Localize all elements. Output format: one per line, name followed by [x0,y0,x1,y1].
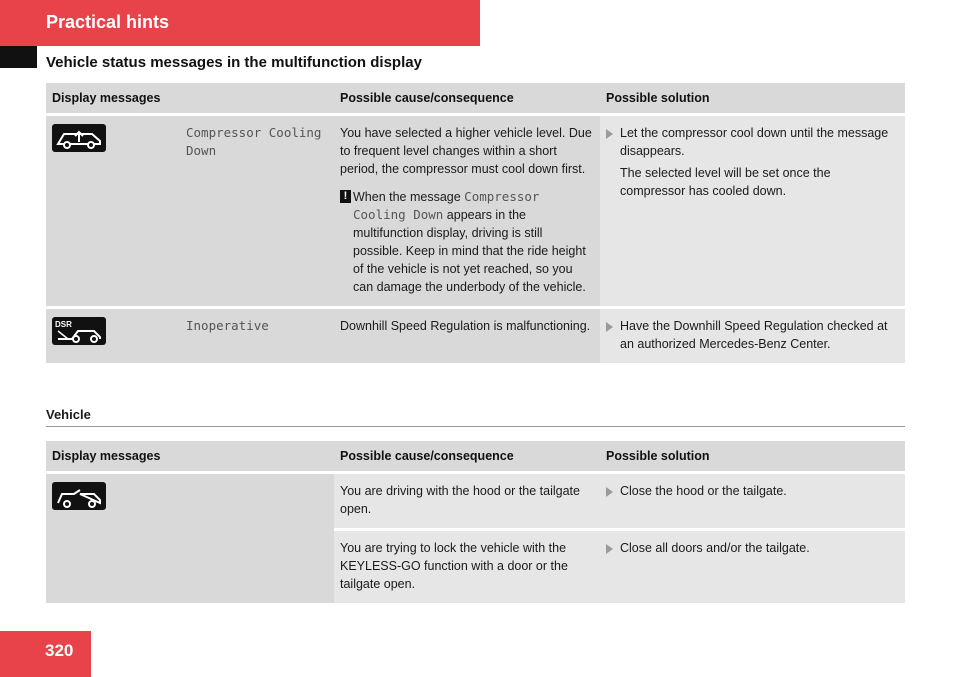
column-header-solution: Possible solution [600,441,905,471]
column-header-display: Display messages [46,441,334,471]
column-header-cause: Possible cause/consequence [334,83,600,113]
icon-cell [46,471,180,603]
cause-text: You are driving with the hood or the tailgate open. [340,484,580,516]
warning-note [340,188,594,296]
vehicle-table [46,441,905,603]
table-row [46,113,905,306]
cause-cell [334,113,600,306]
note-message: Compressor Cooling Down [353,189,540,222]
section-heading-vehicle: Vehicle [46,407,905,427]
cause-cell [334,471,600,528]
table-header-row [46,441,905,471]
solution-step [606,317,899,353]
cause-cell [334,306,600,363]
icon-cell [46,306,180,363]
solution-step [606,539,899,557]
note-pre: When the message [353,190,465,204]
solution-cell [600,471,905,528]
status-table [46,83,905,363]
solution-cell [600,528,905,603]
arrow-right-icon [606,487,613,497]
solution-text: Let the compressor cool down until the message disappears. [620,126,889,158]
icon-cell [46,113,180,306]
dsr-icon-label: DSR [55,320,72,329]
section-title: Practical hints [46,12,170,32]
solution-step [606,124,899,200]
note-post: appears in the multifunction display, driving is still possible. Keep in mind that the ride height of the vehicle is not yet reached, so you can damage the underbody of the vehicle. [353,208,586,294]
cause-text: You have selected a higher vehicle level. Due to frequent level changes within a short period, the compressor must cool down first. [340,126,592,176]
display-message: Compressor Cooling Down [186,125,322,158]
page-title: Vehicle status messages in the multifunction display [46,54,422,71]
cause-text: You are trying to lock the vehicle with the KEYLESS-GO function with a door or the tailgate open. [340,541,568,591]
table-row [46,306,905,363]
vehicle-level-icon [52,124,106,152]
display-message: Inoperative [186,318,269,333]
section-header [0,0,480,46]
black-tab-marker [0,46,37,68]
dsr-icon [52,317,106,345]
cause-text: Downhill Speed Regulation is malfunctioning. [340,319,591,333]
page-number: 320 [45,641,74,660]
arrow-right-icon [606,322,613,332]
message-cell [180,306,334,363]
solution-cell [600,113,905,306]
solution-cell [600,306,905,363]
vehicle-open-icon [52,482,106,510]
solution-subtext: The selected level will be set once the compressor has cooled down. [620,166,831,198]
column-header-solution: Possible solution [600,83,905,113]
solution-step [606,482,899,500]
table-header-row [46,83,905,113]
solution-text: Close all doors and/or the tailgate. [620,541,810,555]
cause-cell [334,528,600,603]
solution-text: Have the Downhill Speed Regulation checked at an authorized Mercedes-Benz Center. [620,319,888,351]
column-header-cause: Possible cause/consequence [334,441,600,471]
message-cell [180,113,334,306]
solution-text: Close the hood or the tailgate. [620,484,787,498]
arrow-right-icon [606,544,613,554]
arrow-right-icon [606,129,613,139]
column-header-display: Display messages [46,83,334,113]
page-number-badge [0,631,91,677]
warning-icon: ! [340,190,351,203]
message-cell [180,471,334,603]
table-row [46,471,905,528]
